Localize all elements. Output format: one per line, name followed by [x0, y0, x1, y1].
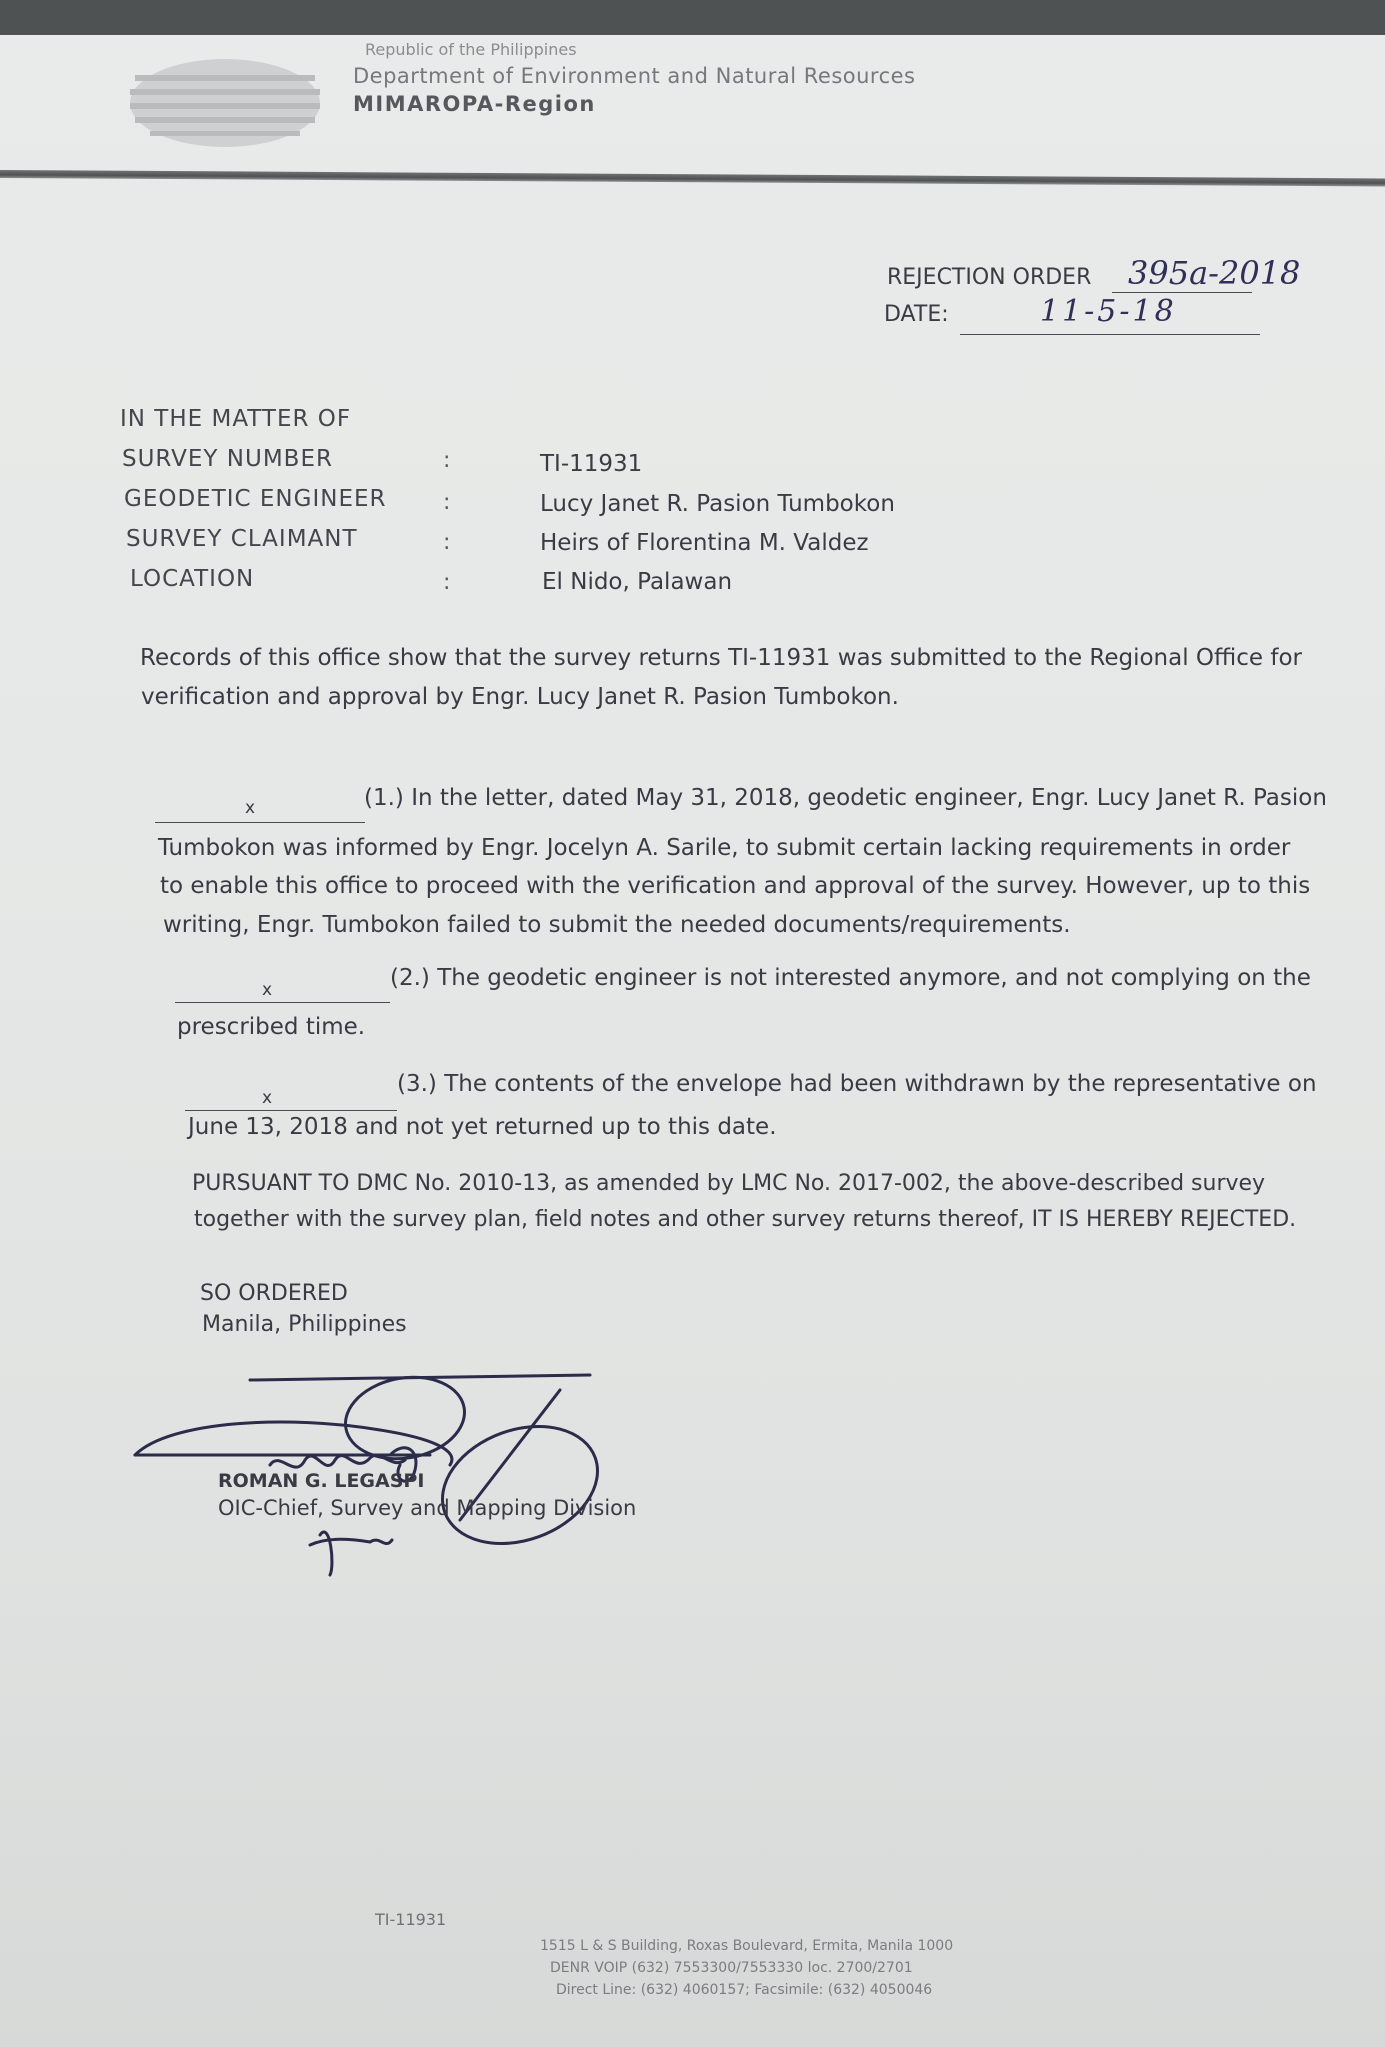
header-region: MIMAROPA-Region: [353, 92, 596, 116]
survey-claimant-label: SURVEY CLAIMANT: [126, 526, 358, 552]
footer-direct-line: Direct Line: (632) 4060157; Facsimile: (632) 4050046: [556, 1982, 933, 1998]
geodetic-engineer-label: GEODETIC ENGINEER: [124, 486, 387, 512]
location-colon: :: [443, 570, 451, 595]
header-department: Department of Environment and Natural Resources: [353, 64, 916, 88]
pursuant-line-1: PURSUANT TO DMC No. 2010-13, as amended by LMC No. 2017-002, the above-described survey: [192, 1171, 1266, 1196]
records-paragraph-line-2: verification and approval by Engr. Lucy Janet R. Pasion Tumbokon.: [141, 684, 899, 710]
reason-2-checkmark: x: [262, 980, 273, 1000]
footer-reference: TI-11931: [375, 1910, 447, 1929]
reason-1-line-2: Tumbokon was informed by Engr. Jocelyn A. Sarile, to submit certain lacking requirements in order: [158, 835, 1291, 861]
signatory-name: ROMAN G. LEGASPI: [218, 1470, 425, 1492]
rejection-order-label: REJECTION ORDER: [887, 265, 1092, 290]
matter-heading: IN THE MATTER OF: [120, 406, 352, 432]
date-underline: [960, 334, 1260, 335]
reason-2-blank: [175, 1002, 390, 1003]
reason-1-line-1: (1.) In the letter, dated May 31, 2018, geodetic engineer, Engr. Lucy Janet R. Pasion: [364, 785, 1327, 811]
date-value: 11-5-18: [1040, 294, 1177, 329]
so-ordered: SO ORDERED: [200, 1281, 348, 1306]
location-value: El Nido, Palawan: [542, 569, 733, 595]
order-number-underline: [1112, 292, 1252, 293]
records-paragraph-line-1: Records of this office show that the survey returns TI-11931 was submitted to the Regional Office for: [140, 645, 1303, 671]
survey-number-value: TI-11931: [540, 451, 643, 477]
reason-1-blank: [155, 822, 365, 823]
place-of-issue: Manila, Philippines: [202, 1312, 407, 1337]
reason-1-line-4: writing, Engr. Tumbokon failed to submit the needed documents/requirements.: [163, 912, 1071, 938]
reason-3-checkmark: x: [262, 1088, 273, 1108]
reason-1-checkmark: x: [245, 798, 256, 818]
location-label: LOCATION: [130, 566, 255, 592]
reason-2-line-1: (2.) The geodetic engineer is not interested anymore, and not complying on the: [390, 965, 1311, 991]
footer-address: 1515 L & S Building, Roxas Boulevard, Ermita, Manila 1000: [540, 1938, 954, 1954]
footer-voip: DENR VOIP (632) 7553300/7553330 loc. 2700/2701: [550, 1960, 913, 1976]
header-republic: Republic of the Philippines: [365, 40, 577, 59]
geodetic-engineer-value: Lucy Janet R. Pasion Tumbokon: [540, 491, 895, 517]
survey-number-colon: :: [443, 448, 451, 473]
reason-2-line-2: prescribed time.: [177, 1014, 366, 1040]
rejection-order-number: 395a-2018: [1128, 254, 1301, 292]
photo-background-top: [0, 0, 1385, 40]
reason-3-line-2: June 13, 2018 and not yet returned up to this date.: [188, 1114, 777, 1140]
geodetic-engineer-colon: :: [443, 490, 451, 515]
date-label: DATE:: [884, 302, 949, 327]
denr-logo-icon: [115, 55, 330, 150]
reason-3-line-1: (3.) The contents of the envelope had been withdrawn by the representative on: [397, 1071, 1317, 1097]
survey-number-label: SURVEY NUMBER: [122, 446, 333, 472]
signatory-title: OIC-Chief, Survey and Mapping Division: [218, 1496, 637, 1520]
survey-claimant-colon: :: [443, 530, 451, 555]
pursuant-line-2: together with the survey plan, field notes and other survey returns thereof, IT IS HEREBY REJECTED.: [194, 1207, 1297, 1232]
survey-claimant-value: Heirs of Florentina M. Valdez: [540, 530, 869, 556]
reason-1-line-3: to enable this office to proceed with the verification and approval of the survey. However, up to this: [160, 873, 1311, 899]
